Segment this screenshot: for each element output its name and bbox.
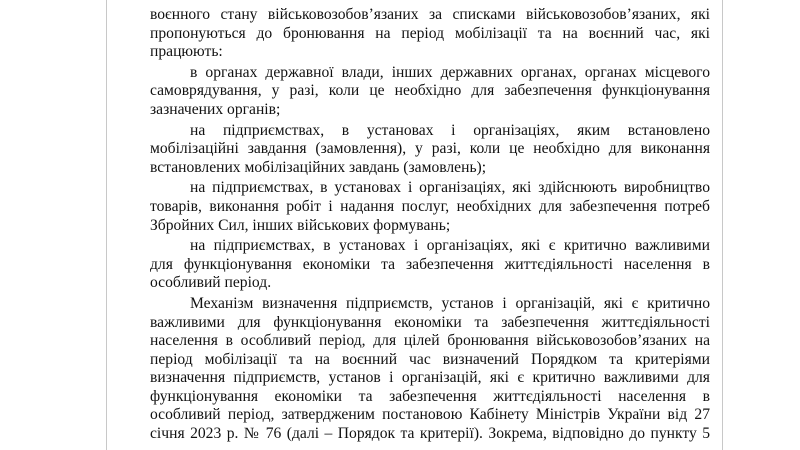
text-line: визначення підприємств, установ і організацій, які є критично важливими для xyxy=(150,369,710,387)
text-line: пропонуються до бронювання на період мобілізації та на воєнний час, які xyxy=(150,24,710,42)
page-right-edge xyxy=(722,0,723,450)
text-line: для функціонування економіки та забезпечення життєдіяльності населення в xyxy=(150,255,710,273)
text-line: період мобілізації та на воєнний час визначений Порядком та критеріями xyxy=(150,350,710,368)
text-line: функціонування економіки та забезпечення життєдіяльності населення в xyxy=(150,387,710,405)
text-line: товарів, виконання робіт і надання послуг, необхідних для забезпечення потреб xyxy=(150,197,710,215)
text-line: січня 2023 р. № 76 (далі – Порядок та критерії). Зокрема, відповідно до пункту 5 xyxy=(150,425,710,443)
text-line: мобілізаційні завдання (замовлення), у разі, коли це необхідно для виконання xyxy=(150,140,710,158)
text-line: працюють: xyxy=(150,43,223,61)
text-line: в органах державної влади, інших державних органах, органах місцевого xyxy=(190,63,710,81)
text-line: важливими для функціонування економіки та забезпечення життєдіяльності xyxy=(150,313,710,331)
text-line: встановлених мобілізаційних завдань (замовлень); xyxy=(150,158,487,176)
text-line: Механізм визначення підприємств, установ і організацій, які є критично xyxy=(190,294,710,312)
text-line: на підприємствах, в установах і організаціях, яким встановлено xyxy=(190,121,710,139)
document-text xyxy=(150,6,710,444)
text-line: воєнного стану військовозобов’язаних за списками військовозобов’язаних, які xyxy=(150,6,710,23)
text-line: зазначених органів; xyxy=(150,100,281,118)
text-line: особливий період, затвердженим постановою Кабінету Міністрів України від 27 xyxy=(150,406,710,424)
text-line: особливий період. xyxy=(150,274,272,292)
text-line: Збройних Сил, інших військових формувань; xyxy=(150,216,451,234)
text-line: на підприємствах, в установах і організаціях, які є критично важливими xyxy=(190,237,710,255)
text-line: населення в особливий період, для цілей бронювання військовозобов’язаних на xyxy=(150,332,710,350)
text-line: самоврядування, у разі, коли це необхідно для забезпечення функціонування xyxy=(150,82,710,100)
page-left-edge xyxy=(106,0,107,450)
text-line: на підприємствах, в установах і організаціях, які здійснюють виробництво xyxy=(190,179,710,197)
